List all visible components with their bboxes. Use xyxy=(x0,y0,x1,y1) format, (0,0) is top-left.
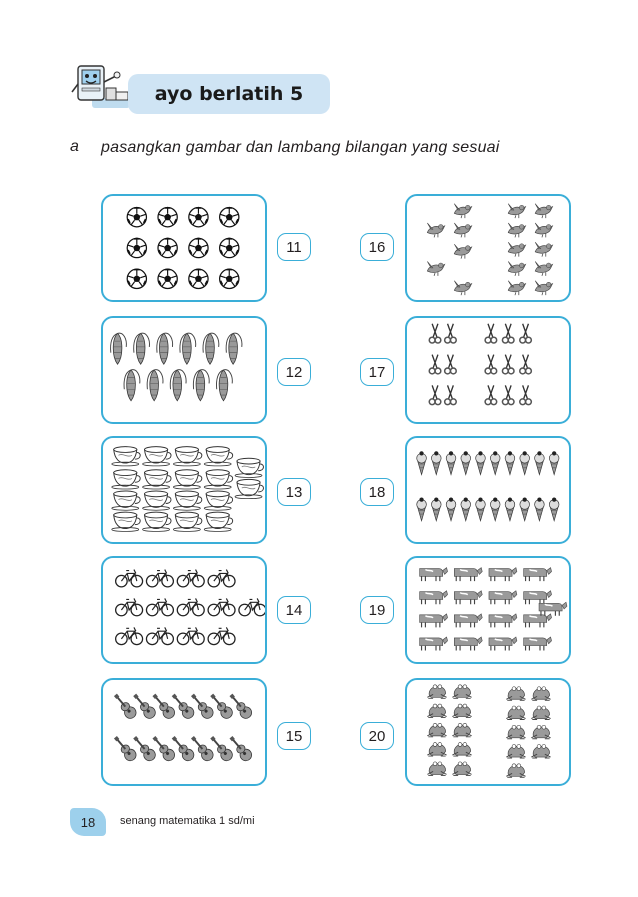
soccer-ball-icon xyxy=(220,269,239,288)
bicycle-icon xyxy=(146,627,173,644)
number-badge-left-3[interactable] xyxy=(277,478,311,506)
bicycle-icon-group xyxy=(116,570,265,645)
soccer-ball-icon xyxy=(158,238,177,257)
teacup-icon xyxy=(204,447,232,466)
bicycle-icon xyxy=(208,627,235,644)
scissors-icon xyxy=(485,324,497,343)
frog-icon xyxy=(452,743,471,756)
bird-icon xyxy=(427,261,444,275)
number-badge-right-1[interactable] xyxy=(360,233,394,261)
frog-icon xyxy=(452,704,471,717)
ice-cream-cone-icon xyxy=(549,498,559,521)
ice-cream-cone-icon xyxy=(490,451,500,474)
bicycle-icon xyxy=(177,627,204,644)
bird-icon xyxy=(535,223,552,237)
cow-icon xyxy=(524,591,552,604)
scissors-icon xyxy=(520,324,532,343)
number-label: 12 xyxy=(285,363,303,381)
section-title: ayo berlatih 5 xyxy=(154,83,304,105)
cow-icon xyxy=(489,637,517,650)
frog-icon xyxy=(427,723,446,736)
frog-icon xyxy=(427,685,446,698)
bird-icon xyxy=(508,281,525,295)
ice-cream-cone-icon xyxy=(431,498,441,521)
corn-icon xyxy=(124,370,140,401)
scissors-icon xyxy=(502,324,514,343)
ice-cream-cone-icon xyxy=(490,498,500,521)
number-badge-left-5[interactable] xyxy=(277,722,311,750)
corn-icon xyxy=(134,333,150,364)
ice-cream-cone-icon-group xyxy=(417,451,559,521)
bicycle-icon xyxy=(116,570,143,587)
number-badge-right-4[interactable] xyxy=(360,596,394,624)
frog-icon xyxy=(427,743,446,756)
number-badge-left-4[interactable] xyxy=(277,596,311,624)
scissors-icon xyxy=(429,355,441,374)
frog-icon xyxy=(452,762,471,775)
bird-icon xyxy=(454,281,471,295)
bicycle-icon xyxy=(208,570,235,587)
teacup-icon xyxy=(112,512,140,531)
bicycle-icon xyxy=(146,598,173,615)
teacup-icon xyxy=(235,458,263,477)
frog-icon xyxy=(506,687,525,700)
number-badge-right-3[interactable] xyxy=(360,478,394,506)
scissors-icon-group xyxy=(429,324,531,405)
soccer-ball-icon xyxy=(189,269,208,288)
ice-cream-cone-icon xyxy=(476,451,486,474)
cow-icon xyxy=(489,568,517,581)
scissors-icon xyxy=(485,355,497,374)
bird-icon xyxy=(508,242,525,256)
question-letter: a xyxy=(70,138,79,155)
ice-cream-cone-icon xyxy=(520,451,530,474)
ice-cream-cone-icon xyxy=(535,451,545,474)
frog-icon xyxy=(531,687,550,700)
number-label: 14 xyxy=(285,601,303,619)
bird-icon xyxy=(535,242,552,256)
picture-card-frogs xyxy=(405,678,571,786)
number-badge-right-5[interactable] xyxy=(360,722,394,750)
teacup-icon xyxy=(173,470,201,489)
bicycle-icon xyxy=(116,598,143,615)
cow-icon xyxy=(489,591,517,604)
frog-icon xyxy=(506,706,525,719)
number-label: 16 xyxy=(368,238,386,256)
corn-icon xyxy=(203,333,219,364)
cow-icon xyxy=(524,637,552,650)
picture-card-guitars xyxy=(101,678,267,786)
soccer-ball-icon xyxy=(158,208,177,227)
frog-icon xyxy=(452,685,471,698)
bird-icon xyxy=(454,223,471,237)
cow-icon xyxy=(454,591,482,604)
teacup-icon xyxy=(204,512,232,531)
bicycle-icon xyxy=(239,598,265,615)
cow-icon xyxy=(454,637,482,650)
scissors-icon xyxy=(502,355,514,374)
book-title: senang matematika 1 sd/mi xyxy=(120,815,255,827)
soccer-ball-icon xyxy=(158,269,177,288)
frog-icon xyxy=(531,725,550,738)
picture-card-birds xyxy=(405,194,571,302)
ice-cream-cone-icon xyxy=(431,451,441,474)
ice-cream-cone-icon xyxy=(549,451,559,474)
corn-icon xyxy=(111,333,127,364)
teacup-icon xyxy=(112,491,140,510)
frog-icon xyxy=(427,762,446,775)
soccer-ball-icon xyxy=(127,208,146,227)
bird-icon xyxy=(454,244,471,258)
number-badge-left-2[interactable] xyxy=(277,358,311,386)
scissors-icon xyxy=(502,385,514,404)
page-number: 18 xyxy=(80,814,96,830)
frog-icon xyxy=(506,745,525,758)
frog-icon xyxy=(531,745,550,758)
number-label: 17 xyxy=(368,363,386,381)
cow-icon xyxy=(420,637,448,650)
number-label: 20 xyxy=(368,727,386,745)
picture-card-teacups xyxy=(101,436,267,544)
scissors-icon xyxy=(520,385,532,404)
frog-icon xyxy=(427,704,446,717)
ice-cream-cone-icon xyxy=(446,498,456,521)
bird-icon xyxy=(508,223,525,237)
ice-cream-cone-icon xyxy=(505,451,515,474)
picture-card-soccer-balls xyxy=(101,194,267,302)
frog-icon xyxy=(531,706,550,719)
cow-icon xyxy=(489,614,517,627)
teacup-icon xyxy=(204,491,232,510)
soccer-ball-icon xyxy=(220,238,239,257)
picture-card-bicycles xyxy=(101,556,267,664)
question-text: pasangkan gambar dan lambang bilangan yang sesuai xyxy=(101,139,500,156)
number-label: 11 xyxy=(286,238,302,256)
number-label: 13 xyxy=(285,483,303,501)
teacup-icon xyxy=(112,447,140,466)
corn-icon xyxy=(180,333,196,364)
cow-icon-group xyxy=(420,568,567,651)
corn-icon xyxy=(226,333,242,364)
number-label: 15 xyxy=(285,727,303,745)
ice-cream-cone-icon xyxy=(461,498,471,521)
corn-icon xyxy=(193,370,209,401)
teacup-icon xyxy=(173,491,201,510)
bird-icon xyxy=(535,281,552,295)
bird-icon xyxy=(427,223,444,237)
teacup-icon xyxy=(143,512,171,531)
computer-mascot-icon xyxy=(70,62,132,112)
bicycle-icon xyxy=(146,570,173,587)
ice-cream-cone-icon xyxy=(476,498,486,521)
corn-icon-group xyxy=(111,333,242,401)
scissors-icon xyxy=(429,385,441,404)
cow-icon xyxy=(454,568,482,581)
scissors-icon xyxy=(520,355,532,374)
cow-icon xyxy=(420,568,448,581)
teacup-icon xyxy=(112,470,140,489)
corn-icon xyxy=(147,370,163,401)
ice-cream-cone-icon xyxy=(417,451,427,474)
scissors-icon xyxy=(445,355,457,374)
bicycle-icon xyxy=(116,627,143,644)
bird-icon xyxy=(535,261,552,275)
cow-icon xyxy=(524,568,552,581)
cow-icon xyxy=(539,602,567,615)
frog-icon-group xyxy=(427,685,550,777)
teacup-icon xyxy=(143,470,171,489)
section-title-banner xyxy=(128,74,330,114)
soccer-ball-icon xyxy=(189,238,208,257)
bird-icon xyxy=(508,261,525,275)
cow-icon xyxy=(454,614,482,627)
teacup-icon xyxy=(143,447,171,466)
corn-icon xyxy=(217,370,233,401)
scissors-icon xyxy=(445,385,457,404)
soccer-ball-icon xyxy=(127,238,146,257)
scissors-icon xyxy=(445,324,457,343)
teacup-icon xyxy=(173,447,201,466)
soccer-ball-icon xyxy=(189,208,208,227)
corn-icon xyxy=(157,333,173,364)
teacup-icon-group xyxy=(112,447,264,532)
soccer-ball-icon xyxy=(220,208,239,227)
teacup-icon xyxy=(235,479,263,498)
frog-icon xyxy=(452,723,471,736)
ice-cream-cone-icon xyxy=(417,498,427,521)
ice-cream-cone-icon xyxy=(520,498,530,521)
scissors-icon xyxy=(429,324,441,343)
teacup-icon xyxy=(173,512,201,531)
bicycle-icon xyxy=(177,570,204,587)
teacup-icon xyxy=(143,491,171,510)
number-label: 19 xyxy=(368,601,386,619)
bicycle-icon xyxy=(208,598,235,615)
number-badge-right-2[interactable] xyxy=(360,358,394,386)
picture-card-scissors xyxy=(405,316,571,424)
ice-cream-cone-icon xyxy=(535,498,545,521)
soccer-ball-icon xyxy=(127,269,146,288)
guitar-icon-group xyxy=(111,691,254,763)
bird-icon-group xyxy=(427,204,552,295)
corn-icon xyxy=(170,370,186,401)
picture-card-ice-creams xyxy=(405,436,571,544)
bird-icon xyxy=(508,204,525,218)
teacup-icon xyxy=(204,470,232,489)
ice-cream-cone-icon xyxy=(461,451,471,474)
number-label: 18 xyxy=(368,483,386,501)
soccer-ball-icon-group xyxy=(127,208,239,289)
bird-icon xyxy=(454,204,471,218)
cow-icon xyxy=(420,614,448,627)
picture-card-cows xyxy=(405,556,571,664)
ice-cream-cone-icon xyxy=(505,498,515,521)
page-number-badge xyxy=(70,808,106,836)
bird-icon xyxy=(535,204,552,218)
ice-cream-cone-icon xyxy=(446,451,456,474)
bicycle-icon xyxy=(177,598,204,615)
frog-icon xyxy=(506,764,525,777)
picture-card-corn xyxy=(101,316,267,424)
scissors-icon xyxy=(485,385,497,404)
cow-icon xyxy=(420,591,448,604)
number-badge-left-1[interactable] xyxy=(277,233,311,261)
frog-icon xyxy=(506,725,525,738)
cow-icon xyxy=(524,614,552,627)
